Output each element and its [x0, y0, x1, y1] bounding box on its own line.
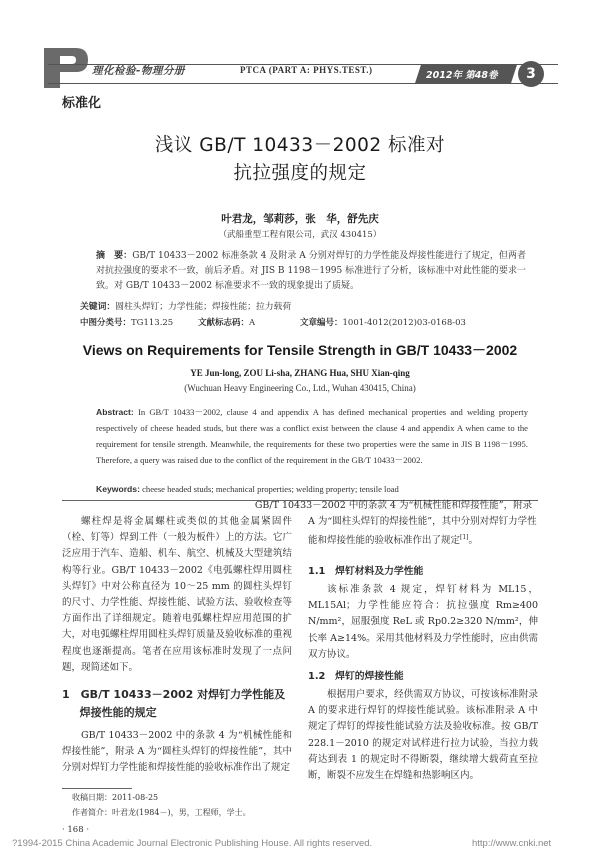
title-en: Views on Requirements for Tensile Strength in GB/T 10433－2002	[82, 342, 518, 358]
section-1-1-heading: 1.1 焊钉材料及力学性能	[308, 566, 424, 577]
section-1-text-end: 。	[468, 535, 479, 547]
keywords-cn	[80, 299, 291, 312]
section-1-heading: 1 GB/T 10433－2002 对焊钉力学性能及焊接性能的规定	[62, 688, 286, 720]
journal-name-en: PTCA (PART A: PHYS.TEST.)	[240, 65, 373, 75]
footnote-received: 收稿日期：2011-08-25	[72, 793, 159, 802]
section-1-1-paragraph: 该标准条款 4 规定，焊钉材料为 ML15，ML15Al；力学性能应符合：抗拉强度 Rm≥400 N/mm²，屈服强度 ReL 或 Rp0.2≥320 N/mm²，伸长率 A≥14%。采用其他材料及力学性能时，应由供需双方协议。	[308, 584, 538, 660]
section-1-paragraph-continued	[254, 499, 538, 562]
keywords-en-text: cheese headed studs; mechanical properties; welding property; tensile load	[139, 484, 399, 494]
abstract-cn-label: 摘 要：	[96, 251, 133, 261]
section-1-paragraph-start	[62, 728, 292, 774]
page-number: · 168 ·	[62, 825, 90, 835]
section-1-2-paragraph: 根据用户要求，经供需双方协议，可按该标准附录 A 的要求进行焊钉的焊接性能试验。该标准附录 A 中规定了焊钉的焊接性能试验方法及验收标准。按 GB/T 228.1－2010 的规定对试样进行拉力试验，当拉力载荷达到表 1 的规定时不得断裂，继续增大载荷直至拉断，断裂不应发生在焊缝和热影响区内。	[308, 689, 538, 782]
abstract-cn-text: GB/T 10433－2002 标准条款 4 及附录 A 分别对焊钉的力学性能及焊接性能进行了规定，但两者对抗拉强度的要求不一致，前后矛盾。对 JIS B 1198－1995 标准进行了分析，该标准中对此性能的要求一致。对 GB/T 10433－2002 标准要求不一致的现象提出了质疑。	[96, 251, 526, 291]
article-number	[300, 316, 466, 328]
section-1-2-heading: 1.2 焊钉的焊接性能	[308, 671, 404, 683]
page-badge: 3	[518, 61, 544, 87]
section-1-continued-text	[254, 498, 538, 550]
keywords-en-label: Keywords:	[96, 484, 140, 494]
journal-name-cn: 理化检验-物理分册	[92, 65, 185, 77]
section-tag: 标准化	[62, 96, 102, 111]
copyright-notice: ?1994-2015 China Academic Journal Electronic Publishing House. All rights reserved.	[12, 838, 373, 849]
article-number-label: 文章编号：	[300, 318, 343, 328]
article-number-value: 1001-4012(2012)03-0168-03	[342, 318, 466, 328]
footnote-divider	[62, 788, 132, 789]
title-cn-line1: 浅议 GB/T 10433－2002 标准对	[154, 135, 446, 156]
affiliation-en: (Wuchuan Heavy Engineering Co., Ltd., Wuhan 430415, China)	[184, 383, 416, 393]
footnote-author-bio: 作者简介：叶君龙(1984－)，男，工程师，学士。	[72, 808, 251, 817]
section-1-text-left: GB/T 10433－2002 中的条款 4 为“机械性能和焊接性能”，附录 A 为“圆柱头焊钉的焊接性能”，其中分别对焊钉力学性能和焊接性能的验收标准作出了规定	[62, 730, 292, 774]
body-column-left	[62, 514, 292, 774]
affiliation-cn: （武船重型工程有限公司，武汉 430415）	[218, 230, 382, 240]
keywords-en	[96, 484, 399, 494]
abstract-cn	[96, 249, 526, 294]
doc-code-value: A	[249, 318, 256, 328]
keywords-cn-text: 圆柱头焊钉；力学性能；焊接性能；拉力载荷	[115, 302, 292, 312]
section-1-text-right: GB/T 10433－2002 中的条款 4 为“机械性能和焊接性能”，附录 A 为“圆柱头焊钉的焊接性能”，其中分别对焊钉力学性能和焊接性能的验收标准作出了规定	[254, 499, 537, 547]
reference-1: [1]	[460, 534, 469, 542]
section-1-continued-wrap	[254, 498, 538, 550]
abstract-en-label: Abstract:	[96, 407, 134, 417]
clc-number	[80, 316, 173, 328]
journal-header	[0, 40, 600, 92]
website-link[interactable]: http://www.cnki.net	[472, 838, 552, 849]
abstract-en	[96, 404, 528, 468]
abstract-en-text: In GB/T 10433－2002, clause 4 and appendix A has defined mechanical properties and welding property respectively of cheese headed studs, but there was a conflict exist between the clause 4 and appendix A when came to the requirement for tensile strength. Meanwhile, the requirements for these two properties were the same in JIS B 1198－1995. Therefore, a query was raised due to the conflict of the requirement in the GB/T 10433－2002.	[96, 407, 528, 465]
issue-label: 2012年 第48卷	[426, 70, 498, 81]
doc-code-label: 文献标志码：	[198, 318, 250, 328]
title-cn-line2: 抗拉强度的规定	[233, 163, 367, 184]
intro-paragraph: 螺柱焊是将金属螺柱或类似的其他金属紧固件（栓、钉等）焊到工件（一般为板件）上的方法。它广泛应用于汽车、造船、机车、航空、机械及大型建筑结构等行业。GB/T 10433－2002《电弧螺柱焊用圆柱头焊钉》中对公称直径为 10～25 mm 的圆柱头焊钉的尺寸、力学性能、焊接性能、试验方法、验收检查等方面作出了详细规定。随着电弧螺柱焊应用范围的扩大，对电弧螺柱焊用圆柱头焊钉质量及验收标准的重视程度也逐渐提高。笔者在应用该标准时发现了一点问题，现简述如下。	[62, 516, 292, 673]
authors-en: YE Jun-long, ZOU Li-sha, ZHANG Hua, SHU Xian-qing	[190, 368, 410, 378]
clc-label: 中图分类号：	[80, 318, 132, 328]
keywords-cn-label: 关键词：	[80, 302, 116, 312]
clc-value: TG113.25	[131, 318, 174, 328]
body-column-right	[254, 499, 538, 784]
authors-cn: 叶君龙，邹莉莎，张 华，舒先庆	[221, 213, 379, 225]
document-code	[198, 316, 255, 328]
